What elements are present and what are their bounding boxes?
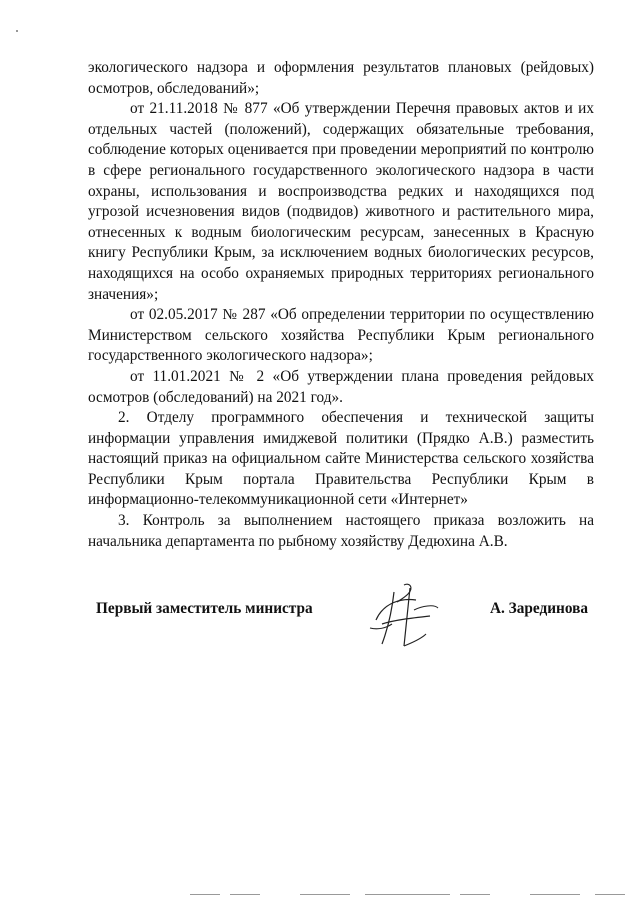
signatory-name: А. Зарединова — [489, 600, 588, 617]
signatory-title: Первый заместитель министра — [96, 600, 313, 617]
paragraph-5: 2. Отделу программного обеспечения и технической защиты информации управления имиджевой политики (Прядко А.В.) разместить настоящий приказ на официальном сайте Министерства сельского хозяйства Республики Крым портала Правительства Республики Крым в информационно-телекоммуникационной сети «Интернет» — [88, 409, 594, 509]
paragraph-3: от 02.05.2017 № 287 «Об определении территории по осуществлению Министерством сельского хозяйства Республики Крым регионального государственного экологического надзора»; — [88, 306, 594, 365]
document-body — [88, 58, 594, 552]
handwritten-signature — [364, 580, 444, 650]
signature-block — [96, 588, 596, 668]
paragraph-6: 3. Контроль за выполнением настоящего приказа возложить на начальника департамента по рыбному хозяйству Дедюхина А.В. — [88, 512, 594, 550]
paragraph-2: от 21.11.2018 № 877 «Об утверждении Перечня правовых актов и их отдельных частей (положений), содержащих обязательные требования, соблюдение которых оценивается при проведении мероприятий по контролю в сфере регионального государственного экологического надзора в части охраны, использования и воспроизводства редких и находящихся под угрозой исчезновения видов (подвидов) животного и растительного мира, отнесенных к водным биологическим ресурсам, занесенных в Красную книгу Республики Крым, за исключением водных биологических ресурсов, находящихся на особо охраняемых природных территориях регионального значения»; — [88, 100, 594, 303]
paragraph-4: от 11.01.2021 № 2 «Об утверждении плана проведения рейдовых осмотров (обследований) на 2021 год». — [88, 367, 594, 406]
scan-footer-line — [190, 893, 630, 896]
scan-dot — [16, 30, 18, 32]
paragraph-1: экологического надзора и оформления результатов плановых (рейдовых) осмотров, обследований»; — [88, 59, 594, 97]
